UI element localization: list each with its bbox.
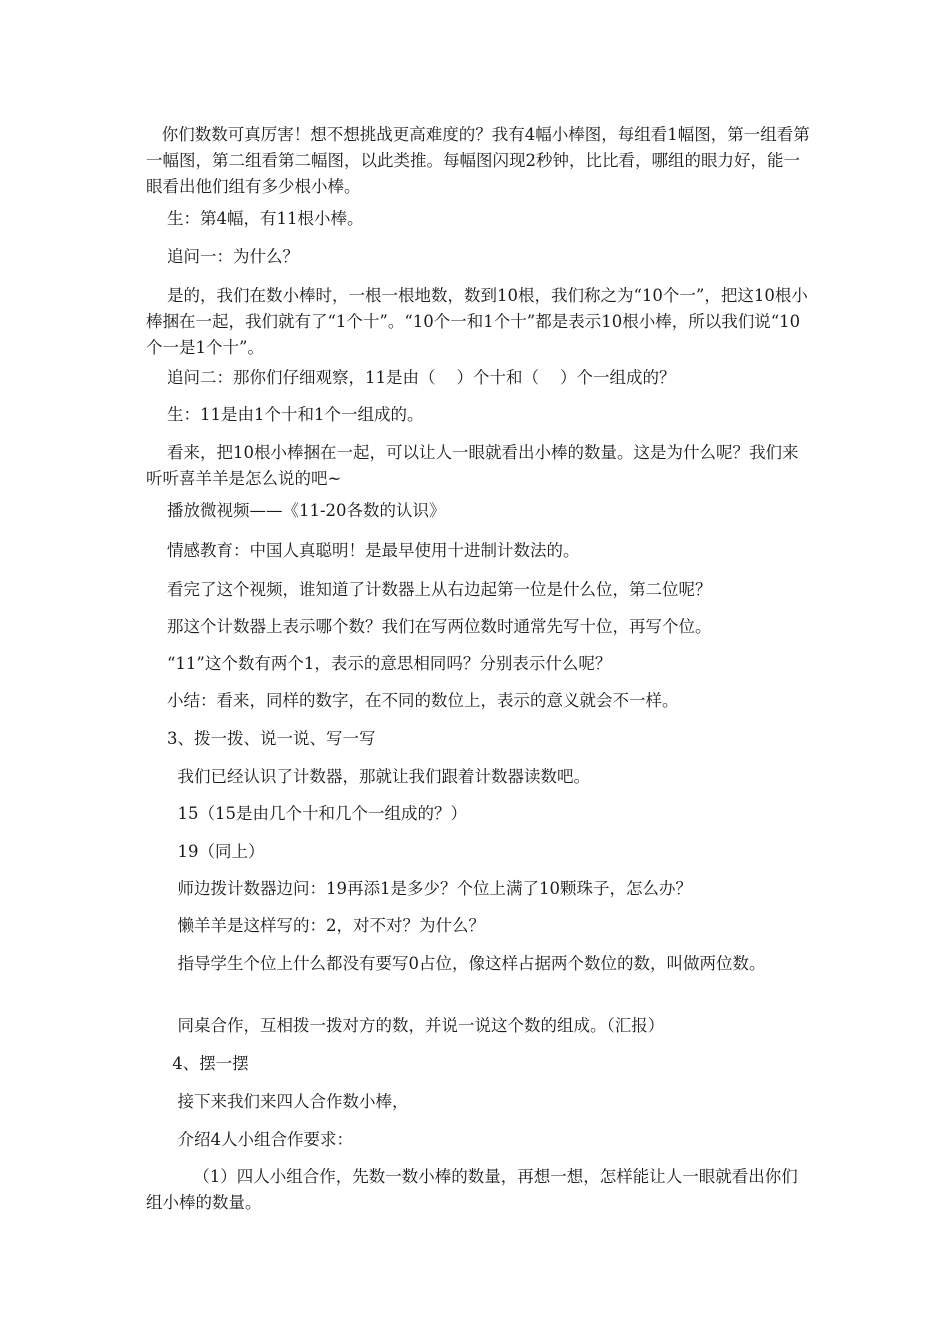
paragraph-zero-placeholder: 指导学生个位上什么都没有要写0占位，像这样占据两个数位的数，叫做两位数。 — [146, 954, 766, 973]
paragraph-micro-video: 播放微视频——《11-20各数的认识》 — [146, 501, 446, 520]
paragraph-nineteen: 19（同上） — [146, 842, 265, 861]
paragraph-summary: 小结：看来，同样的数字，在不同的数位上，表示的意义就会不一样。 — [146, 691, 679, 710]
paragraph-student-answer: 生：第4幅，有11根小棒。 — [146, 209, 364, 228]
paragraph-desk-partner: 同桌合作，互相拨一拨对方的数，并说一说这个数的组成。（汇报） — [146, 1016, 665, 1035]
paragraph-ten-ones-explanation: 是的，我们在数小棒时，一根一根地数，数到10根，我们称之为“10个一”，把这10根小棒捆在一起，我们就有了“1个十”。“10个一和1个十”都是表示10根小棒，所以我们说“10个一是1个十”。 — [146, 286, 808, 357]
paragraph-eleven-meaning: “11”这个数有两个1，表示的意思相同吗？分别表示什么呢？ — [146, 654, 612, 673]
paragraph-group-requirements: 介绍4人小组合作要求： — [146, 1130, 353, 1149]
paragraph-student-composition: 生：11是由1个十和1个一组成的。 — [146, 405, 424, 424]
paragraph-bundle-observation: 看来，把10根小棒捆在一起，可以让人一眼就看出小棒的数量。这是为什么呢？我们来听听喜羊羊是怎么说的吧~ — [146, 443, 799, 488]
paragraph-group-counting: 接下来我们来四人合作数小棒， — [146, 1092, 409, 1111]
section-heading-three: 3、拨一拨、说一说、写一写 — [146, 729, 376, 748]
section-heading-four: 4、摆一摆 — [146, 1054, 249, 1073]
paragraph-teacher-question: 师边拨计数器边问：19再添1是多少？个位上满了10颗珠子，怎么办？ — [146, 879, 692, 898]
paragraph-fifteen: 15（15是由几个十和几个一组成的？） — [146, 804, 467, 823]
paragraph-emotional-education: 情感教育：中国人真聪明！是最早使用十进制计数法的。 — [146, 541, 580, 560]
paragraph-requirement-one: （1）四人小组合作，先数一数小棒的数量，再想一想，怎样能让人一眼就看出你们组小棒的数量。 — [146, 1167, 798, 1212]
paragraph-read-counter: 我们已经认识了计数器，那就让我们跟着计数器读数吧。 — [146, 767, 590, 786]
paragraph-question-one: 追问一：为什么？ — [146, 247, 299, 266]
paragraph-counter-places: 看完了这个视频，谁知道了计数器上从右边起第一位是什么位，第二位呢？ — [146, 580, 712, 599]
paragraph-lazy-sheep: 懒羊羊是这样写的：2，对不对？为什么？ — [146, 916, 485, 935]
paragraph-question-two: 追问二：那你们仔细观察，11是由（ ）个十和（ ）个一组成的？ — [146, 368, 676, 387]
paragraph-two-digit-writing: 那这个计数器上表示哪个数？我们在写两位数时通常先写十位，再写个位。 — [146, 617, 712, 636]
paragraph-intro: 你们数数可真厉害！想不想挑战更高难度的？我有4幅小棒图，每组看1幅图，第一组看第一幅图，第二组看第二幅图，以此类推。每幅图闪现2秒钟，比比看，哪组的眼力好，能一眼看出他们组有多少根小棒。 — [146, 125, 810, 196]
